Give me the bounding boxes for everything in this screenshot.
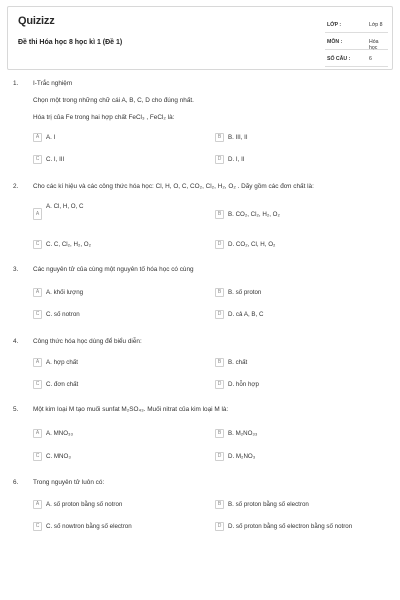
option-b[interactable] (215, 133, 248, 142)
option-a[interactable] (33, 288, 83, 297)
option-text: A. khối lượng (46, 289, 84, 296)
question-text: Các nguyên tử của cùng một nguyên tố hóa học có cùng (33, 266, 194, 273)
question-text: Công thức hóa học dùng để biểu diễn: (33, 338, 142, 345)
option-d[interactable] (215, 452, 255, 461)
option-b[interactable] (215, 500, 309, 509)
option-letter-box: C (33, 380, 42, 389)
question-number: 2. (13, 183, 19, 190)
option-text: A. Cl, H, O, C (46, 203, 84, 210)
option-letter-box: D (215, 380, 224, 389)
option-letter-box: C (33, 155, 42, 164)
option-text: A. I (46, 134, 56, 141)
option-text: B. CO₂, Cl₂, H₂, O₂ (228, 211, 280, 218)
option-text: B. số proton bằng số electron (228, 501, 309, 508)
option-text: D. số proton bằng số electron bằng số notron (228, 523, 353, 530)
option-d[interactable] (215, 155, 245, 164)
option-text: A. hợp chất (46, 359, 78, 366)
option-letter-box: A (33, 358, 42, 367)
option-d[interactable] (215, 240, 275, 249)
question-text: Cho các kí hiệu và các công thức hóa học: Cl, H, O, C, CO₂, Cl₂, H₂, O₂ . Dãy gồm các đơn chất là: (33, 183, 314, 190)
option-text: C. C, Cl₂, H₂, O₂ (46, 241, 92, 248)
option-a[interactable] (33, 358, 78, 367)
option-text: C. I, III (46, 156, 65, 163)
option-text: C. số nowtron bằng số electron (46, 523, 132, 530)
option-text: C. đơn chất (46, 381, 79, 388)
option-a[interactable] (33, 133, 55, 142)
question-text: Hóa trị của Fe trong hai hợp chất FeCl₃ , FeCl₂ là: (33, 114, 175, 121)
meta-label: LỚP : (327, 22, 342, 28)
option-letter-box: C (33, 452, 42, 461)
page-title: Đề thi Hóa học 8 học kì 1 (Đề 1) (18, 39, 123, 46)
option-b[interactable] (215, 358, 247, 367)
option-b[interactable] (215, 288, 261, 297)
quizizz-logo: Quizizz (18, 15, 55, 27)
option-c[interactable] (33, 155, 64, 164)
option-c[interactable] (33, 452, 71, 461)
option-letter-box: A (33, 429, 42, 438)
option-a[interactable] (33, 429, 73, 438)
question-number: 6. (13, 479, 19, 486)
option-letter-box: B (215, 500, 224, 509)
option-text: B. III, II (228, 134, 248, 141)
option-c[interactable] (33, 522, 132, 531)
question-text: Chọn một trong những chữ cái A, B, C, D cho đúng nhất. (33, 97, 194, 104)
option-letter-box: D (215, 452, 224, 461)
option-c[interactable] (33, 310, 80, 319)
option-letter-box: A (33, 208, 42, 220)
option-letter-box: B (215, 133, 224, 142)
meta-value: Lớp 8 (369, 22, 383, 28)
option-d[interactable] (215, 380, 259, 389)
question-number: 3. (13, 266, 19, 273)
option-b[interactable] (215, 210, 280, 219)
option-b[interactable] (215, 429, 257, 438)
meta-value: Hóa học (369, 39, 379, 51)
option-letter-box: C (33, 522, 42, 531)
option-letter-box: D (215, 310, 224, 319)
question-number: 1. (13, 80, 19, 87)
option-letter-box: B (215, 210, 224, 219)
option-c[interactable] (33, 240, 91, 249)
option-c[interactable] (33, 380, 78, 389)
option-a[interactable] (33, 203, 83, 220)
option-letter-box: D (215, 522, 224, 531)
meta-label: MÔN : (327, 39, 343, 45)
meta-value: 6 (369, 56, 372, 62)
option-letter-box: B (215, 358, 224, 367)
option-letter-box: D (215, 240, 224, 249)
option-text: C. số notron (46, 311, 80, 318)
question-text: I-Trắc nghiệm (33, 80, 73, 87)
option-letter-box: B (215, 429, 224, 438)
option-a[interactable] (33, 500, 122, 509)
option-letter-box: C (33, 240, 42, 249)
option-text: B. M₂NO₃₃ (228, 430, 258, 437)
option-d[interactable] (215, 310, 263, 319)
option-text: A. số proton bằng số notron (46, 501, 123, 508)
option-letter-box: A (33, 288, 42, 297)
option-text: B. số proton (228, 289, 262, 296)
option-letter-box: A (33, 500, 42, 509)
option-text: D. CO₂, Cl, H, O₂ (228, 241, 276, 248)
question-text: Trong nguyên tử luôn có: (33, 479, 105, 486)
option-d[interactable] (215, 522, 352, 531)
question-text: Một kim loại M tạo muối sunfat M₂SO₄₃. Muối nitrat của kim loại M là: (33, 406, 229, 413)
option-letter-box: C (33, 310, 42, 319)
option-text: A. MNO₃₃ (46, 430, 74, 437)
option-text: D. cả A, B, C (228, 311, 264, 318)
meta-label: SỐ CÂU : (327, 56, 351, 62)
option-text: D. hỗn hợp (228, 381, 259, 388)
option-text: C. MNO₃ (46, 453, 71, 460)
option-letter-box: A (33, 133, 42, 142)
question-number: 5. (13, 406, 19, 413)
option-text: D. I, II (228, 156, 245, 163)
question-number: 4. (13, 338, 19, 345)
option-text: D. M₂NO₃ (228, 453, 256, 460)
option-letter-box: B (215, 288, 224, 297)
option-letter-box: D (215, 155, 224, 164)
option-text: B. chất (228, 359, 248, 366)
